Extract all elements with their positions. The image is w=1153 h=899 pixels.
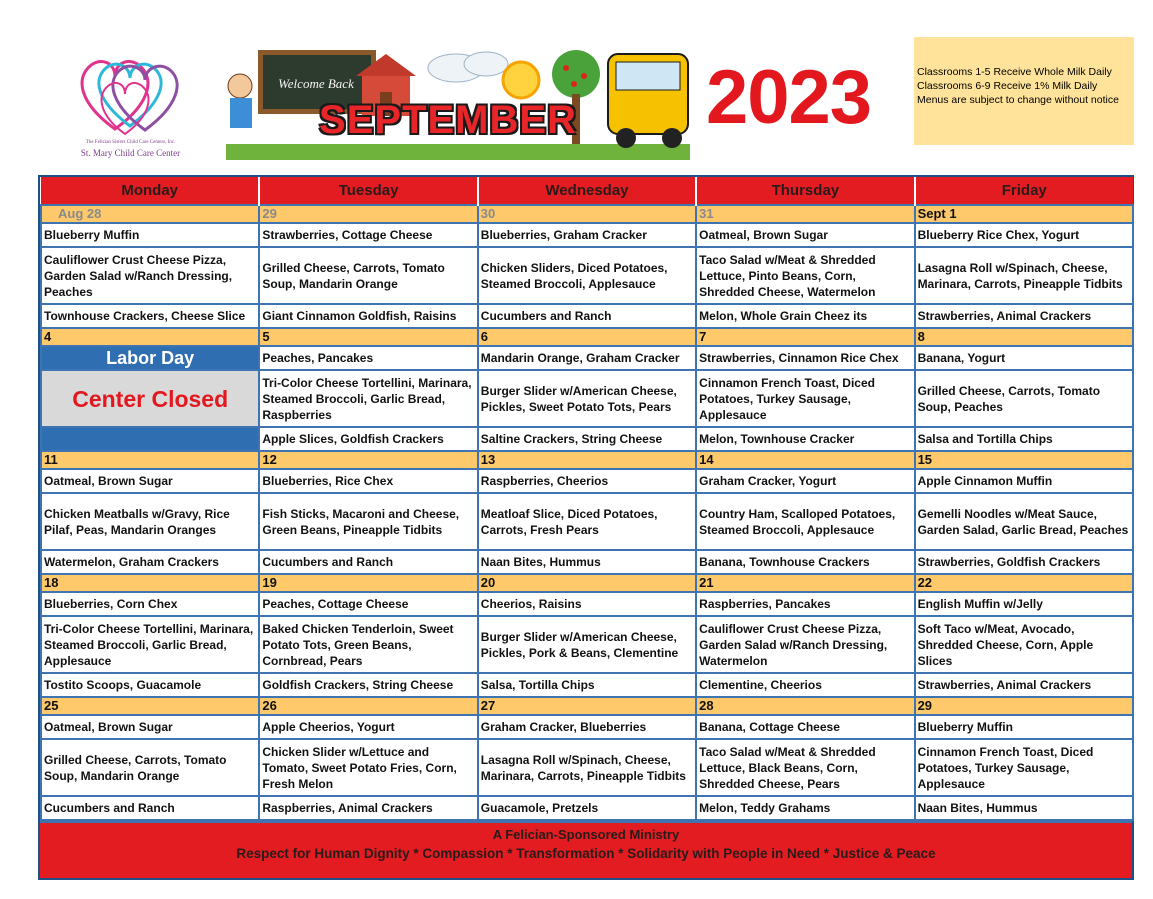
breakfast-cell: Peaches, Pancakes — [259, 346, 477, 370]
date-cell: 22 — [915, 574, 1133, 592]
snack-cell: Clementine, Cheerios — [696, 673, 914, 697]
snack-cell: Cucumbers and Ranch — [259, 550, 477, 574]
date-cell: 27 — [478, 697, 696, 715]
snack-cell: Cucumbers and Ranch — [478, 304, 696, 328]
date-cell: 18 — [41, 574, 259, 592]
lunch-cell: Tri-Color Cheese Tortellini, Marinara, Steamed Broccoli, Garlic Bread, Applesauce — [41, 616, 259, 673]
breakfast-row — [41, 469, 1133, 493]
date-cell: 21 — [696, 574, 914, 592]
center-closed-label: Center Closed — [41, 370, 259, 427]
lunch-cell: Meatloaf Slice, Diced Potatoes, Carrots, Fresh Pears — [478, 493, 696, 550]
snack-row — [41, 796, 1133, 820]
snack-cell: Naan Bites, Hummus — [478, 550, 696, 574]
lunch-cell: Cinnamon French Toast, Diced Potatoes, Turkey Sausage, Applesauce — [696, 370, 914, 427]
snack-cell: Melon, Teddy Grahams — [696, 796, 914, 820]
year-title: 2023 — [706, 55, 872, 140]
lunch-cell: Lasagna Roll w/Spinach, Cheese, Marinara, Carrots, Pineapple Tidbits — [915, 247, 1133, 304]
date-cell: 29 — [915, 697, 1133, 715]
breakfast-cell: Blueberry Rice Chex, Yogurt — [915, 223, 1133, 247]
date-cell: 14 — [696, 451, 914, 469]
snack-cell: Apple Slices, Goldfish Crackers — [259, 427, 477, 451]
notice-line: Classrooms 1-5 Receive Whole Milk Daily — [917, 66, 1112, 78]
lunch-cell: Soft Taco w/Meat, Avocado, Shredded Cheese, Corn, Apple Slices — [915, 616, 1133, 673]
date-cell: 29 — [259, 205, 477, 223]
breakfast-row — [41, 346, 1133, 370]
breakfast-cell: Oatmeal, Brown Sugar — [696, 223, 914, 247]
date-cell: Aug 28 — [41, 205, 259, 223]
breakfast-cell: Banana, Yogurt — [915, 346, 1133, 370]
date-cell: Sept 1 — [915, 205, 1133, 223]
weekday-header: Thursday — [696, 177, 914, 205]
snack-cell: Cucumbers and Ranch — [41, 796, 259, 820]
ministry-footer — [40, 821, 1132, 878]
snack-row — [41, 550, 1133, 574]
breakfast-cell: Oatmeal, Brown Sugar — [41, 715, 259, 739]
date-cell: 31 — [696, 205, 914, 223]
date-row — [41, 205, 1133, 223]
lunch-cell: Tri-Color Cheese Tortellini, Marinara, Steamed Broccoli, Garlic Bread, Raspberries — [259, 370, 477, 427]
breakfast-cell: Banana, Cottage Cheese — [696, 715, 914, 739]
date-cell: 8 — [915, 328, 1133, 346]
breakfast-row — [41, 715, 1133, 739]
lunch-cell: Burger Slider w/American Cheese, Pickles, Sweet Potato Tots, Pears — [478, 370, 696, 427]
date-cell: 4 — [41, 328, 259, 346]
breakfast-cell: Strawberries, Cinnamon Rice Chex — [696, 346, 914, 370]
snack-row — [41, 304, 1133, 328]
date-cell: 7 — [696, 328, 914, 346]
breakfast-cell: Strawberries, Cottage Cheese — [259, 223, 477, 247]
logo-center-name: St. Mary Child Care Center — [80, 148, 181, 158]
breakfast-row — [41, 592, 1133, 616]
snack-cell: Goldfish Crackers, String Cheese — [259, 673, 477, 697]
breakfast-cell: English Muffin w/Jelly — [915, 592, 1133, 616]
date-cell: 6 — [478, 328, 696, 346]
date-cell: 12 — [259, 451, 477, 469]
snack-cell: Salsa, Tortilla Chips — [478, 673, 696, 697]
breakfast-cell: Blueberries, Corn Chex — [41, 592, 259, 616]
labor-day-label: Labor Day — [41, 346, 259, 370]
snack-cell: Guacamole, Pretzels — [478, 796, 696, 820]
lunch-row — [41, 370, 1133, 427]
weekday-header: Monday — [41, 177, 259, 205]
date-cell: 25 — [41, 697, 259, 715]
lunch-cell: Lasagna Roll w/Spinach, Cheese, Marinara, Carrots, Pineapple Tidbits — [478, 739, 696, 796]
lunch-cell: Grilled Cheese, Carrots, Tomato Soup, Mandarin Orange — [41, 739, 259, 796]
breakfast-cell: Apple Cinnamon Muffin — [915, 469, 1133, 493]
menu-table — [40, 177, 1134, 821]
date-cell: 15 — [915, 451, 1133, 469]
month-title: SEPTEMBER — [319, 98, 577, 142]
snack-cell: Watermelon, Graham Crackers — [41, 550, 259, 574]
lunch-cell: Country Ham, Scalloped Potatoes, Steamed Broccoli, Applesauce — [696, 493, 914, 550]
lunch-cell: Cinnamon French Toast, Diced Potatoes, Turkey Sausage, Applesauce — [915, 739, 1133, 796]
snack-cell: Melon, Townhouse Cracker — [696, 427, 914, 451]
snack-cell: Saltine Crackers, String Cheese — [478, 427, 696, 451]
date-cell: 13 — [478, 451, 696, 469]
snack-cell: Giant Cinnamon Goldfish, Raisins — [259, 304, 477, 328]
lunch-cell: Taco Salad w/Meat & Shredded Lettuce, Pinto Beans, Corn, Shredded Cheese, Watermelon — [696, 247, 914, 304]
snack-cell: Banana, Townhouse Crackers — [696, 550, 914, 574]
date-cell: 11 — [41, 451, 259, 469]
date-cell: 19 — [259, 574, 477, 592]
lunch-row — [41, 493, 1133, 550]
date-cell: 5 — [259, 328, 477, 346]
date-row — [41, 574, 1133, 592]
lunch-cell: Chicken Slider w/Lettuce and Tomato, Sweet Potato Fries, Corn, Fresh Melon — [259, 739, 477, 796]
september-banner — [226, 46, 690, 160]
breakfast-cell: Mandarin Orange, Graham Cracker — [478, 346, 696, 370]
menu-calendar — [38, 175, 1134, 880]
weekday-header: Friday — [915, 177, 1133, 205]
date-row — [41, 451, 1133, 469]
notice-line: Menus are subject to change without notice — [917, 94, 1119, 106]
date-cell: 30 — [478, 205, 696, 223]
breakfast-cell: Cheerios, Raisins — [478, 592, 696, 616]
weekday-header: Tuesday — [259, 177, 477, 205]
holiday-blank-cell — [41, 427, 259, 451]
snack-row — [41, 673, 1133, 697]
lunch-cell: Fish Sticks, Macaroni and Cheese, Green Beans, Pineapple Tidbits — [259, 493, 477, 550]
breakfast-cell: Blueberries, Graham Cracker — [478, 223, 696, 247]
snack-row — [41, 427, 1133, 451]
snack-cell: Naan Bites, Hummus — [915, 796, 1133, 820]
lunch-row — [41, 739, 1133, 796]
lunch-row — [41, 247, 1133, 304]
breakfast-cell: Oatmeal, Brown Sugar — [41, 469, 259, 493]
hearts-logo-icon — [70, 44, 190, 139]
breakfast-row — [41, 223, 1133, 247]
lunch-cell: Gemelli Noodles w/Meat Sauce, Garden Salad, Garlic Bread, Peaches — [915, 493, 1133, 550]
snack-cell: Strawberries, Animal Crackers — [915, 304, 1133, 328]
values-line: Respect for Human Dignity * Compassion * Transformation * Solidarity with People in Need * Justice & Peace — [236, 846, 936, 861]
lunch-cell: Taco Salad w/Meat & Shredded Lettuce, Black Beans, Corn, Shredded Cheese, Pears — [696, 739, 914, 796]
breakfast-cell: Peaches, Cottage Cheese — [259, 592, 477, 616]
breakfast-cell: Graham Cracker, Blueberries — [478, 715, 696, 739]
lunch-cell: Burger Slider w/American Cheese, Pickles, Pork & Beans, Clementine — [478, 616, 696, 673]
breakfast-cell: Blueberry Muffin — [41, 223, 259, 247]
center-logo — [48, 40, 213, 165]
snack-cell: Salsa and Tortilla Chips — [915, 427, 1133, 451]
date-cell: 28 — [696, 697, 914, 715]
breakfast-cell: Raspberries, Pancakes — [696, 592, 914, 616]
date-row — [41, 697, 1133, 715]
date-cell: 20 — [478, 574, 696, 592]
snack-cell: Strawberries, Animal Crackers — [915, 673, 1133, 697]
welcome-back-text: Welcome Back — [278, 76, 354, 91]
lunch-row — [41, 616, 1133, 673]
lunch-cell: Cauliflower Crust Cheese Pizza, Garden Salad w/Ranch Dressing, Watermelon — [696, 616, 914, 673]
lunch-cell: Cauliflower Crust Cheese Pizza, Garden Salad w/Ranch Dressing, Peaches — [41, 247, 259, 304]
breakfast-cell: Raspberries, Cheerios — [478, 469, 696, 493]
lunch-cell: Baked Chicken Tenderloin, Sweet Potato Tots, Green Beans, Cornbread, Pears — [259, 616, 477, 673]
date-row — [41, 328, 1133, 346]
weekday-header: Wednesday — [478, 177, 696, 205]
notice-line: Classrooms 6-9 Receive 1% Milk Daily — [917, 80, 1098, 92]
weekday-header-row — [41, 177, 1133, 205]
breakfast-cell: Apple Cheerios, Yogurt — [259, 715, 477, 739]
breakfast-cell: Blueberry Muffin — [915, 715, 1133, 739]
lunch-cell: Chicken Meatballs w/Gravy, Rice Pilaf, Peas, Mandarin Oranges — [41, 493, 259, 550]
logo-organization-text: The Felician Sisters Child Care Centers, Inc. — [85, 140, 176, 145]
milk-notice — [914, 37, 1134, 145]
breakfast-cell: Graham Cracker, Yogurt — [696, 469, 914, 493]
breakfast-cell: Blueberries, Rice Chex — [259, 469, 477, 493]
lunch-cell: Chicken Sliders, Diced Potatoes, Steamed Broccoli, Applesauce — [478, 247, 696, 304]
lunch-cell: Grilled Cheese, Carrots, Tomato Soup, Mandarin Orange — [259, 247, 477, 304]
snack-cell: Tostito Scoops, Guacamole — [41, 673, 259, 697]
lunch-cell: Grilled Cheese, Carrots, Tomato Soup, Peaches — [915, 370, 1133, 427]
snack-cell: Melon, Whole Grain Cheez its — [696, 304, 914, 328]
snack-cell: Raspberries, Animal Crackers — [259, 796, 477, 820]
snack-cell: Townhouse Crackers, Cheese Slice — [41, 304, 259, 328]
snack-cell: Strawberries, Goldfish Crackers — [915, 550, 1133, 574]
ministry-line: A Felician-Sponsored Ministry — [492, 827, 680, 842]
date-cell: 26 — [259, 697, 477, 715]
